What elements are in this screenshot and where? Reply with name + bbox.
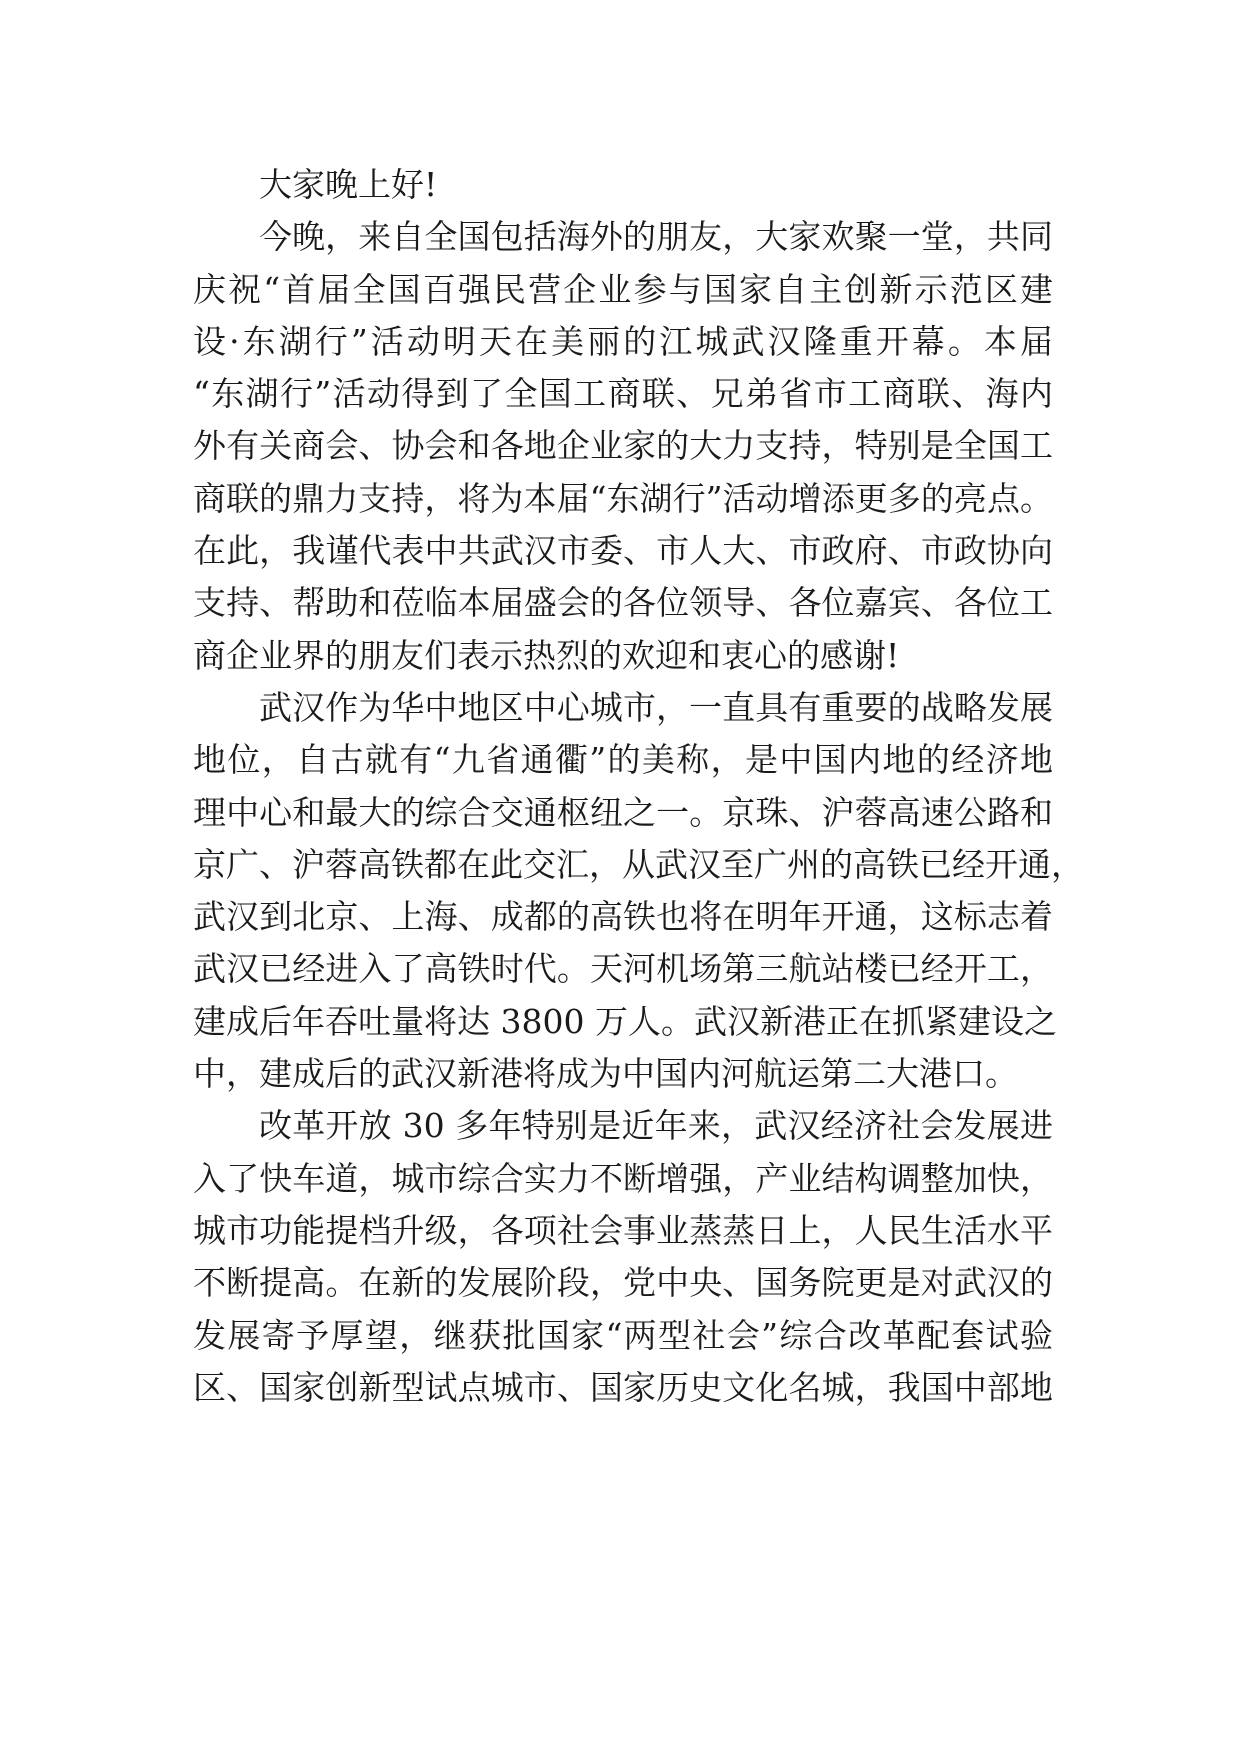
text-line: 武汉已经进入了高铁时代。天河机场第三航站楼已经开工， bbox=[193, 949, 1053, 989]
document-body bbox=[193, 159, 1084, 1414]
text-line: 区、国家创新型试点城市、国家历史文化名城，我国中部地 bbox=[193, 1367, 1053, 1407]
text-line: 外有关商会、协会和各地企业家的大力支持，特别是全国工 bbox=[193, 426, 1053, 466]
text-line: 支持、帮助和莅临本届盛会的各位领导、各位嘉宾、各位工 bbox=[193, 583, 1053, 623]
text-line: 京广、沪蓉高铁都在此交汇，从武汉至广州的高铁已经开通， bbox=[193, 844, 1084, 884]
text-line: 设·东湖行”活动明天在美丽的江城武汉隆重开幕。本届 bbox=[193, 321, 1053, 361]
text-line: 中，建成后的武汉新港将成为中国内河航运第二大港口。 bbox=[193, 1054, 1018, 1094]
text-line: 武汉到北京、上海、成都的高铁也将在明年开通，这标志着 bbox=[193, 897, 1053, 937]
text-line: 入了快车道，城市综合实力不断增强，产业结构调整加快， bbox=[193, 1158, 1053, 1198]
text-line: 改革开放 30 多年特别是近年来，武汉经济社会发展进 bbox=[259, 1106, 1053, 1146]
text-line: 城市功能提档升级，各项社会事业蒸蒸日上，人民生活水平 bbox=[193, 1210, 1053, 1250]
text-line: 理中心和最大的综合交通枢纽之一。京珠、沪蓉高速公路和 bbox=[193, 792, 1053, 832]
text-line: 大家晚上好! bbox=[259, 165, 438, 204]
text-line: 地位，自古就有“九省通衢”的美称，是中国内地的经济地 bbox=[193, 740, 1053, 780]
text-line: 今晚，来自全国包括海外的朋友，大家欢聚一堂，共同 bbox=[259, 217, 1053, 257]
text-line: 发展寄予厚望，继获批国家“两型社会”综合改革配套试验 bbox=[193, 1315, 1053, 1355]
text-line: 建成后年吞吐量将达 3800 万人。武汉新港正在抓紧建设之 bbox=[193, 1001, 1057, 1041]
text-line: 不断提高。在新的发展阶段，党中央、国务院更是对武汉的 bbox=[193, 1263, 1053, 1303]
text-line: 庆祝“首届全国百强民营企业参与国家自主创新示范区建 bbox=[193, 269, 1053, 309]
text-line: “东湖行”活动得到了全国工商联、兄弟省市工商联、海内 bbox=[193, 374, 1053, 414]
text-line: 在此，我谨代表中共武汉市委、市人大、市政府、市政协向 bbox=[193, 531, 1053, 571]
text-line: 商联的鼎力支持，将为本届“东湖行”活动增添更多的亮点。 bbox=[193, 478, 1053, 518]
text-line: 商企业界的朋友们表示热烈的欢迎和衷心的感谢! bbox=[193, 635, 900, 675]
text-line: 武汉作为华中地区中心城市，一直具有重要的战略发展 bbox=[259, 687, 1053, 727]
